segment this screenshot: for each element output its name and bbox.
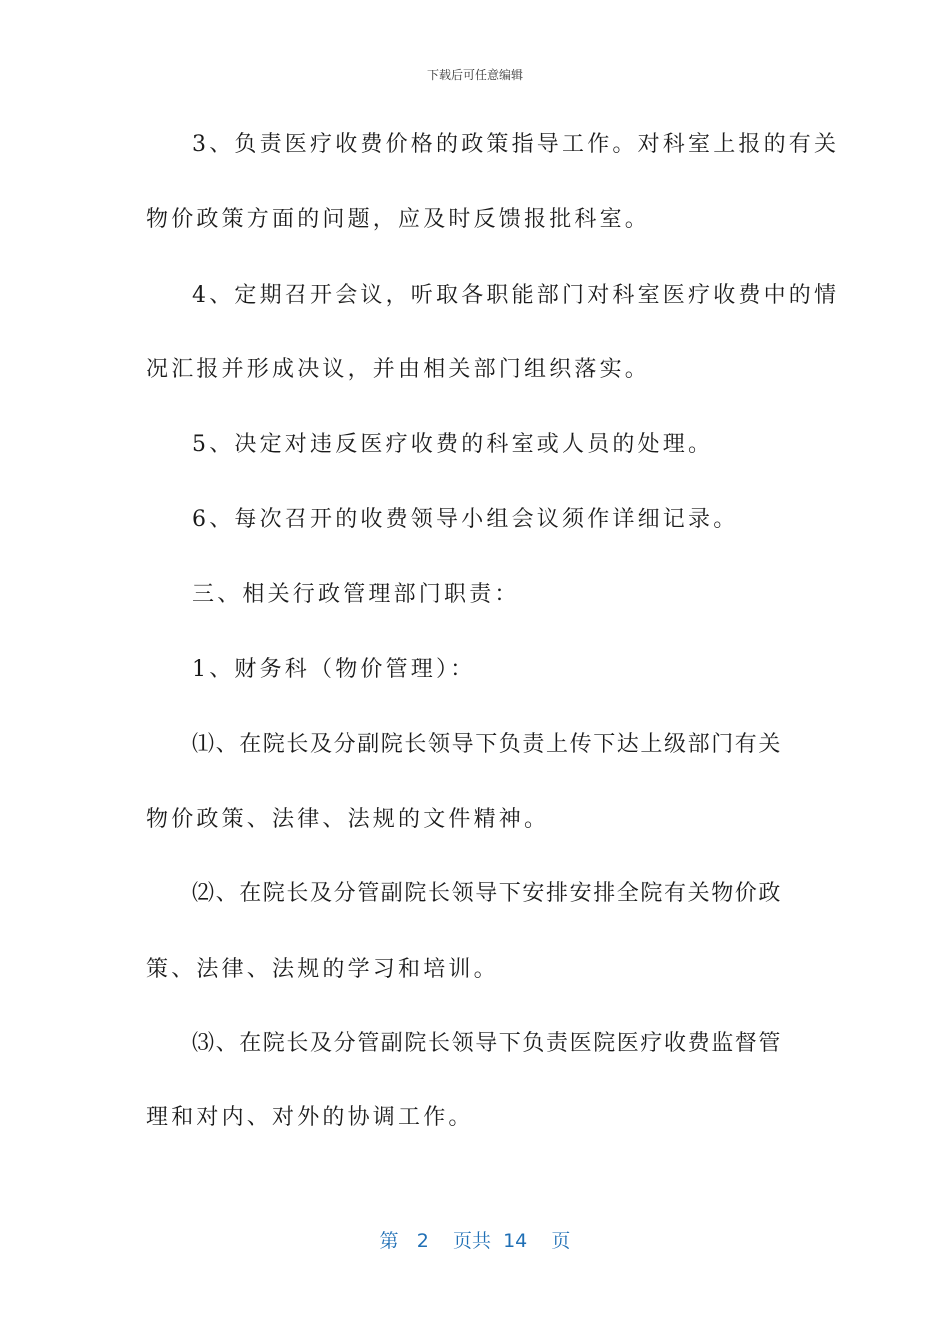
footer-total-pages: 14 <box>503 1230 528 1252</box>
paragraph-line: 策、法律、法规的学习和培训。 <box>146 957 499 982</box>
paragraph-line: ⑴、在院长及分副院长领导下负责上传下达上级部门有关 <box>192 732 783 757</box>
paragraph-line: 理和对内、对外的协调工作。 <box>146 1105 474 1130</box>
page-footer <box>0 1226 950 1253</box>
footer-prefix: 第 <box>379 1230 399 1252</box>
paragraph-line: 4、定期召开会议，听取各职能部门对科室医疗收费中的情 <box>192 283 840 308</box>
footer-middle: 页共 <box>452 1230 491 1252</box>
footer-suffix: 页 <box>551 1230 571 1252</box>
paragraph-line: 况汇报并形成决议，并由相关部门组织落实。 <box>146 357 651 382</box>
footer-page-number: 2 <box>416 1230 429 1252</box>
paragraph-line: 6、每次召开的收费领导小组会议须作详细记录。 <box>192 507 739 532</box>
section-heading: 三、相关行政管理部门职责： <box>192 582 520 607</box>
subsection-heading: 1、财务科（物价管理）： <box>192 657 476 682</box>
paragraph-line: ⑵、在院长及分管副院长领导下安排安排全院有关物价政 <box>192 881 783 906</box>
paragraph-line: ⑶、在院长及分管副院长领导下负责医院医疗收费监督管 <box>192 1031 783 1056</box>
paragraph-line: 3、负责医疗收费价格的政策指导工作。对科室上报的有关 <box>192 132 840 157</box>
paragraph-line: 5、决定对违反医疗收费的科室或人员的处理。 <box>192 432 714 457</box>
paragraph-line: 物价政策方面的问题，应及时反馈报批科室。 <box>146 207 651 232</box>
header-note: 下载后可任意编辑 <box>426 68 523 82</box>
paragraph-line: 物价政策、法律、法规的文件精神。 <box>146 807 550 832</box>
